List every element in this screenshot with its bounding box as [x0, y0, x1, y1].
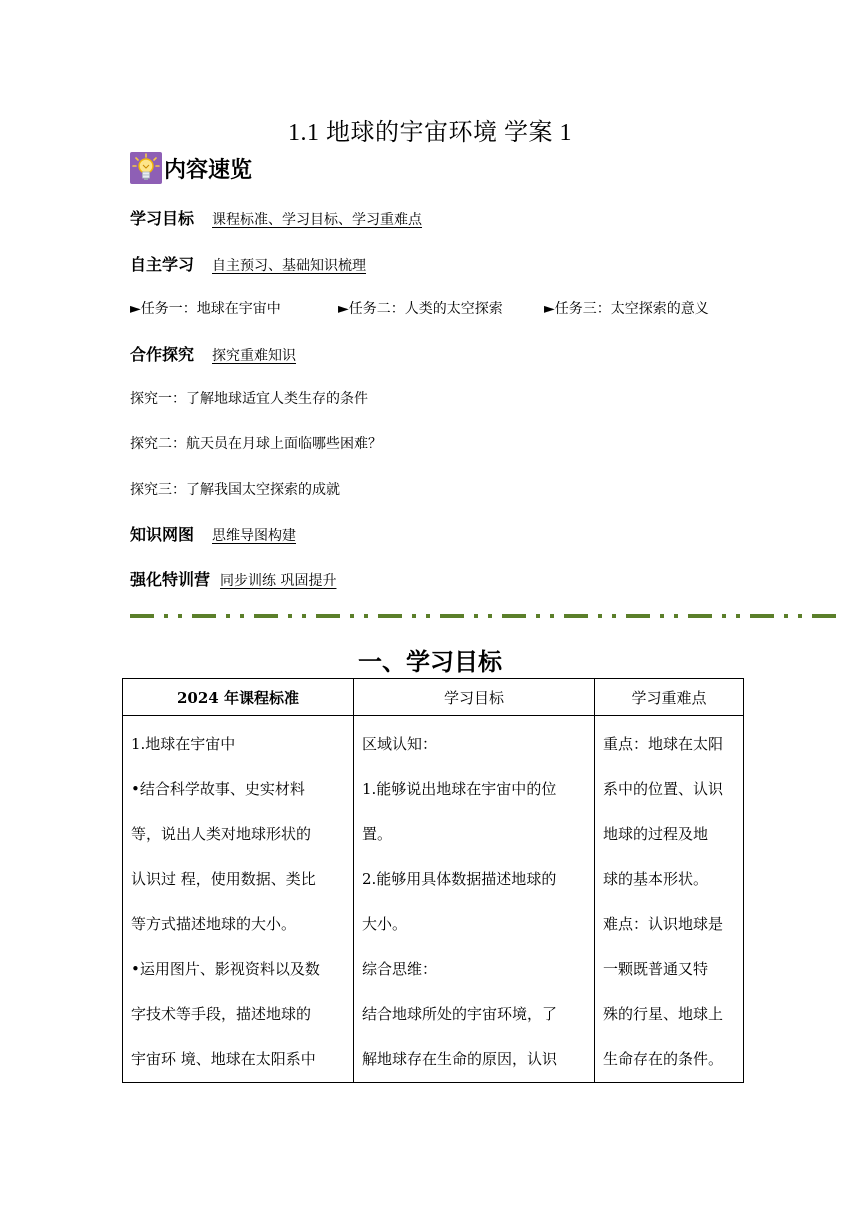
- task-item: ►任务二：人类的太空探索: [338, 301, 503, 317]
- toc-label: 学习目标: [130, 209, 195, 228]
- section-heading: 一、学习目标: [358, 648, 502, 676]
- inquiry-item: 探究三：了解我国太空探索的成就: [130, 482, 340, 498]
- cell-line: 字技术等手段，描述地球的: [131, 1005, 312, 1023]
- cell-line: 1.地球在宇宙中: [131, 735, 236, 753]
- cell-line: 宇宙环 境、地球在太阳系中: [131, 1050, 316, 1068]
- toc-subtitle: 课程标准、学习目标、学习重难点: [212, 212, 423, 228]
- table-row: [123, 716, 744, 1083]
- cell-line: 殊的行星、地球上: [603, 1005, 724, 1023]
- cell-line: 1.能够说出地球在宇宙中的位: [362, 780, 557, 798]
- lightbulb-icon: [130, 152, 162, 184]
- table-cell-curriculum: [123, 716, 354, 1083]
- table-cell-goals: [354, 716, 595, 1083]
- cell-line: 区域认知：: [362, 735, 438, 753]
- cell-line: 生命存在的条件。: [603, 1050, 724, 1068]
- cell-line: 认识过 程，使用数据、类比: [131, 870, 316, 888]
- cell-line: 球的基本形状。: [603, 870, 709, 888]
- document-title: 1.1 地球的宇宙环境 学案 1: [288, 120, 572, 146]
- cell-line: 大小。: [362, 915, 408, 933]
- toc-item-training: [130, 567, 336, 590]
- cell-line: 置。: [362, 825, 393, 843]
- toc-label: 自主学习: [130, 255, 195, 274]
- toc-item-mindmap: [130, 522, 296, 545]
- cell-line: 系中的位置、认识: [603, 780, 724, 798]
- cell-line: •运用图片、影视资料以及数: [131, 960, 320, 978]
- dash-dot-divider: [130, 612, 836, 620]
- toc-item-coop: [130, 342, 296, 365]
- cell-line: 2.能够用具体数据描述地球的: [362, 870, 557, 888]
- task-list: [130, 298, 709, 318]
- table-cell-key-points: [595, 716, 744, 1083]
- task-item: ►任务三：太空探索的意义: [544, 301, 709, 317]
- cell-line: 解地球存在生命的原因，认识: [362, 1050, 558, 1068]
- column-header: 学习目标: [354, 679, 595, 716]
- toc-item-self-study: [130, 252, 366, 275]
- cell-line: 地球的过程及地: [603, 825, 709, 843]
- inquiry-item: 探究二：航天员在月球上面临哪些困难？: [130, 436, 382, 452]
- toc-item-goals: [130, 206, 422, 229]
- cell-line: 难点：认识地球是: [603, 915, 724, 933]
- toc-subtitle: 思维导图构建: [212, 528, 297, 544]
- cell-line: 重点：地球在太阳: [603, 735, 724, 753]
- toc-label: 知识网图: [130, 525, 195, 544]
- task-item: ►任务一：地球在宇宙中: [130, 301, 281, 317]
- toc-label: 合作探究: [130, 345, 195, 364]
- overview-title: 内容速览: [164, 158, 253, 183]
- cell-line: 等方式描述地球的大小。: [131, 915, 297, 933]
- table-header-row: [123, 679, 744, 716]
- cell-line: 一颗既普通又特: [603, 960, 709, 978]
- overview-header: [130, 152, 252, 184]
- toc-subtitle: 自主预习、基础知识梳理: [212, 258, 367, 274]
- column-header: 2024 年课程标准: [123, 679, 354, 716]
- inquiry-item: 探究一：了解地球适宜人类生存的条件: [130, 391, 368, 407]
- cell-line: 结合地球所处的宇宙环境，了: [362, 1005, 558, 1023]
- cell-line: 等，说出人类对地球形状的: [131, 825, 312, 843]
- cell-line: 综合思维：: [362, 960, 438, 978]
- toc-subtitle: 同步训练 巩固提升: [220, 573, 337, 589]
- learning-goals-table: [122, 678, 744, 1083]
- toc-label: 强化特训营: [130, 570, 211, 589]
- toc-subtitle: 探究重难知识: [212, 348, 297, 364]
- column-header: 学习重难点: [595, 679, 744, 716]
- cell-line: •结合科学故事、史实材料: [131, 780, 305, 798]
